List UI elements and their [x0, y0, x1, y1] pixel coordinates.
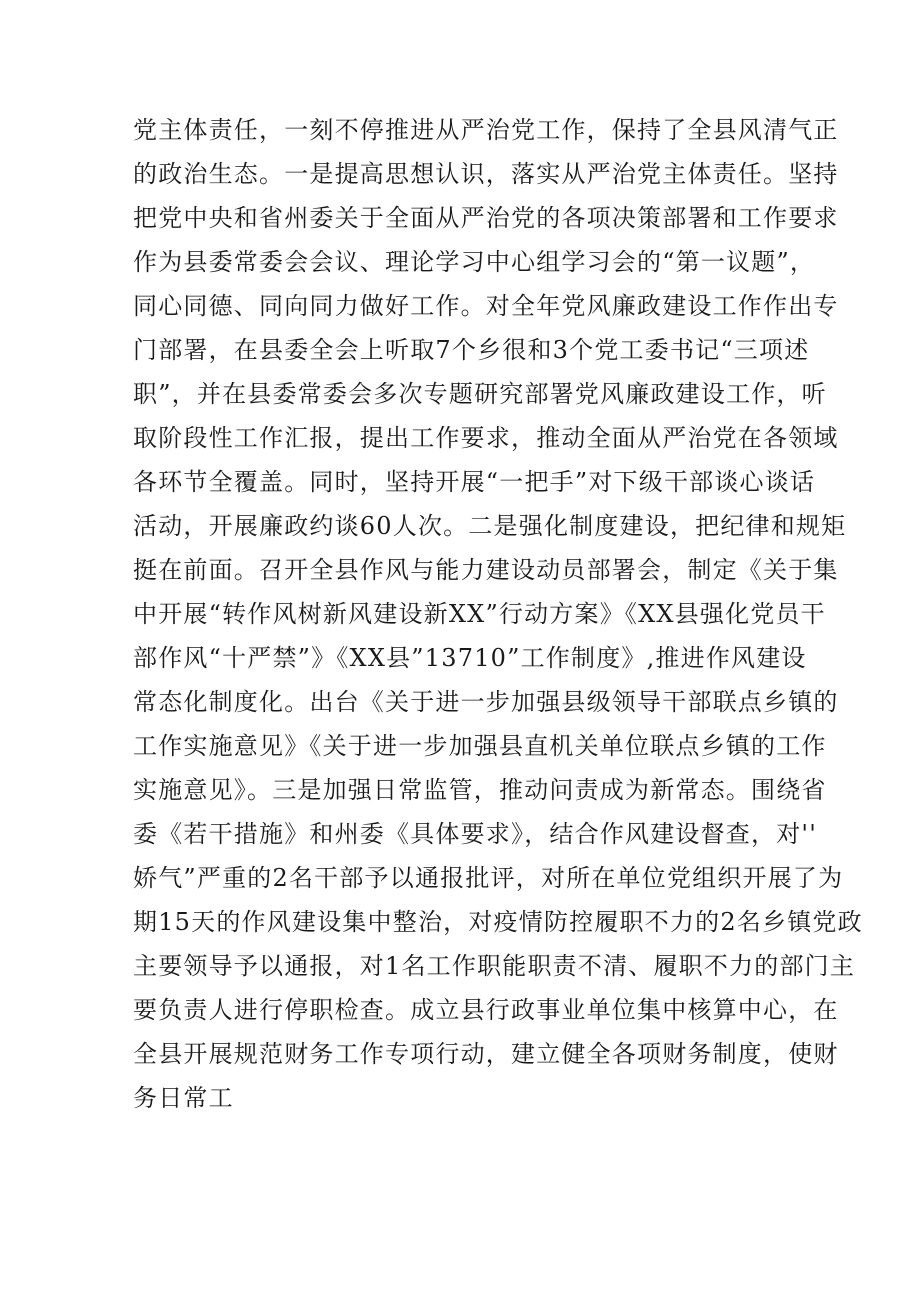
text-line: 工作实施意见》《关于进一步加强县直机关单位联点乡镇的工作 — [133, 732, 827, 760]
text-line: 中开展“转作风树新风建设新XX”行动方案》《XX县强化党员干 — [133, 600, 826, 628]
text-line: 门部署，在县委全会上听取7个乡很和3个党工委书记“三项述 — [133, 336, 810, 364]
text-line: 全县开展规范财务工作专项行动，建立健全各项财务制度，使财 — [133, 1040, 839, 1068]
text-line: 各环节全覆盖。同时，坚持开展“一把手”对下级干部谈心谈话 — [133, 468, 816, 496]
text-line: 挺在前面。召开全县作风与能力建设动员部署会，制定《关于集 — [133, 556, 839, 584]
text-line: 要负责人进行停职检查。成立县行政事业单位集中核算中心，在 — [133, 996, 839, 1024]
body-paragraph — [133, 108, 863, 1120]
text-line: 党主体责任，一刻不停推进从严治党工作，保持了全县风清气正 — [133, 116, 839, 144]
text-line: 务日常工 — [133, 1084, 234, 1112]
text-line: 职”，并在县委常委会多次专题研究部署党风廉政建设工作，听 — [133, 380, 827, 408]
text-line: 娇气”严重的2名干部予以通报批评，对所在单位党组织开展了为 — [133, 864, 844, 892]
text-line: 的政治生态。一是提高思想认识，落实从严治党主体责任。坚持 — [133, 160, 839, 188]
text-line: 把党中央和省州委关于全面从严治党的各项决策部署和工作要求 — [133, 204, 839, 232]
text-line: 同心同德、同向同力做好工作。对全年党风廉政建设工作作出专 — [133, 292, 839, 320]
text-line: 委《若干措施》和州委《具体要求》，结合作风建设督查，对'' — [133, 820, 817, 848]
text-line: 实施意见》。三是加强日常监管，推动问责成为新常态。围绕省 — [133, 776, 827, 804]
text-line: 取阶段性工作汇报，提出工作要求，推动全面从严治党在各领域 — [133, 424, 839, 452]
text-line: 活动，开展廉政约谈60人次。二是强化制度建设，把纪律和规矩 — [133, 512, 847, 540]
text-line: 常态化制度化。出台《关于进一步加强县级领导干部联点乡镇的 — [133, 688, 839, 716]
text-line: 主要领导予以通报，对1名工作职能职责不清、履职不力的部门主 — [133, 952, 856, 980]
text-line: 部作风“十严禁”》《XX县”13710”工作制度》,推进作风建设 — [133, 644, 807, 672]
text-line: 作为县委常委会会议、理论学习中心组学习会的“第一议题”， — [133, 248, 816, 276]
text-line: 期15天的作风建设集中整治，对疫情防控履职不力的2名乡镇党政 — [133, 908, 863, 936]
